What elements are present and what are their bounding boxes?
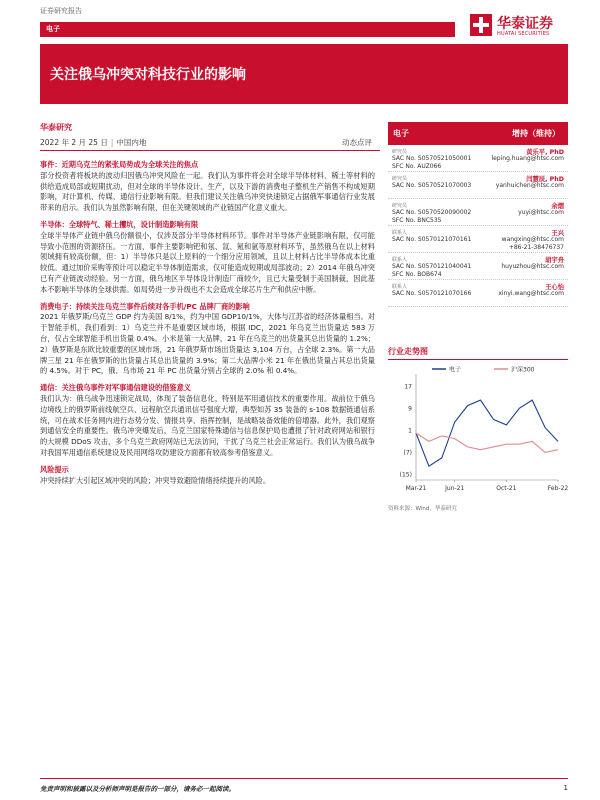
analyst-email-link[interactable]: xinyi.wang@htsc.com (498, 290, 564, 297)
analyst-role: 联系人 (392, 284, 408, 290)
chart-divider (388, 359, 568, 360)
analyst-sac-no: SAC No. S0570121070166 (392, 290, 472, 297)
analyst-row (388, 199, 568, 226)
analyst-email-link[interactable]: huyuzhou@htsc.com (501, 263, 564, 270)
section-heading: 通信：关注俄乌事件对军事通信建设的借鉴意义 (40, 383, 191, 393)
meta-separator: | (110, 138, 114, 147)
report-meta (40, 137, 380, 148)
analyst-row (388, 280, 568, 307)
logo-mark-icon (470, 14, 492, 36)
section-semiconductor (40, 220, 375, 296)
analyst-sac-no: SAC No. S0570521070003 (392, 182, 472, 189)
section-heading: 风险提示 (40, 464, 69, 474)
doc-type-label: 证券研究报告 (40, 7, 82, 15)
section-heading: 消费电子：持续关注乌克兰事件后续对各手机/PC 品牌厂商的影响 (40, 301, 250, 311)
section-communications (40, 383, 375, 459)
analyst-name: 黄乐平, PhD (526, 149, 564, 156)
analyst-row (388, 226, 568, 253)
x-tick-label: Oct-21 (496, 485, 517, 492)
report-region: 中国内地 (116, 138, 147, 147)
org-name: 华泰研究 (40, 123, 72, 132)
section-body: 冲突持续扩大引起区域冲突的风险；冲突导致避险情绪持续提升的风险。 (40, 475, 271, 485)
sidebar (388, 122, 568, 307)
analyst-row (388, 253, 568, 280)
series-line-electronics (416, 400, 558, 466)
analyst-role: 研究员 (392, 149, 408, 155)
analyst-list (388, 145, 568, 307)
y-tick-label: 9 (408, 405, 412, 413)
page-number: 1 (563, 784, 568, 792)
x-tick-label: Feb-22 (547, 485, 568, 492)
legend-label: 沪深300 (511, 366, 535, 374)
analyst-role: 联系人 (392, 257, 408, 263)
sector-tag: 电子 (46, 25, 60, 33)
analyst-role: 联系人 (392, 230, 408, 236)
analyst-sfc-no: SFC No. AUZ066 (392, 163, 442, 170)
footer-divider (40, 778, 568, 779)
analyst-sac-no: SAC No. S0570520090002 (392, 209, 472, 216)
section-heading: 半导体：全球特气、稀土攫坑，设计制造影响有限 (40, 219, 199, 229)
section-body: 部分投资者将板块的波动归因俄乌冲突风险在一起。我们认为事件将会对全球半导体材料、稀土等材料的供给造成局部或短期扰动，但对全球的半导体设计、生产，以及下游的消费电子整机生产销售不构成短期影响，对计算机、传媒、通信行业影响有限。但我们建议关注俄乌冲突快速锁定占据俄军事通信行业发展带来的启示。我们认为虽然影响有限，但在关键领域的产业链国产化意义重大。 (40, 170, 375, 213)
chart-section-title: 行业走势图 (388, 347, 428, 356)
y-tick-label: (15) (399, 471, 412, 479)
huatai-logo (470, 12, 570, 42)
y-tick-label: (7) (403, 449, 412, 457)
y-tick-label: 17 (404, 383, 412, 391)
logo-cn: 华泰证券 (497, 16, 553, 32)
section-heading: 事件：近期乌克兰的紧张局势成为全球关注的焦点 (40, 160, 199, 169)
x-tick-label: Mar-21 (405, 485, 427, 492)
report-title: 关注俄乌冲突对科技行业的影响 (50, 67, 246, 83)
analyst-email-link[interactable]: yuyi@htsc.com (518, 209, 564, 216)
industry-trend-chart (388, 362, 568, 500)
analyst-name: 王兴 (551, 230, 564, 237)
analyst-sac-no: SAC No. S0570121070161 (392, 236, 472, 243)
industry-rating: 增持（维持） (512, 129, 560, 138)
analyst-email-link[interactable]: yanhuichen@htsc.com (495, 182, 564, 189)
analyst-phone: +86-21-38476737 (508, 244, 564, 251)
analyst-sfc-no: SFC No. BOB674 (392, 271, 442, 278)
logo-en: HUATAI SECURITIES (497, 31, 550, 37)
report-type: 动态点评 (342, 138, 372, 147)
report-date: 2022 年 2 月 25 日 (40, 138, 108, 147)
section-consumer-electronics (40, 302, 375, 378)
analyst-name: 闫慧辰, PhD (526, 176, 564, 183)
analyst-name: 余熠 (551, 203, 564, 210)
x-tick-label: Jun-21 (445, 485, 465, 492)
analyst-row (388, 145, 568, 172)
section-body: 全球半导体产业链中俄乌份额很小，仅涉及部分半导体材料环节。事件对半导体产业链影响有限，仅可能导致小范围的资源挤压。一方面，事件主要影响钯和氖、氙、氪和氩等原材料环节，虽然俄乌在以上材料领域拥有较高份额，但：1）半导体只是以上原料的一个细分应用领域，且以上材料占比半导体成本比重较低。通过加价采购等预计可以稳定半导体制造需求，仅可能造成短期或局部波动；2）2014 年俄乌冲突已有产业链波动经验。另一方面，俄乌地区半导体设计制造厂商较少，且已大量受制于美国制裁，因此基本不影响半导体的全球供需。如局势进一步升级也不太会造成全球芯片生产和供应中断。 (40, 230, 375, 294)
section-body: 我们认为：俄乌战争迅速锁定战局，体现了装备信息化，特别是军用通信技术的重要作用。战前位于俄乌边境线上的俄罗斯前线航空兵、远程航空兵通讯信号强度大增，典型如苏 35 装备的 s-108 数据链通信系统，可在战术任务网内进行态势分发、情报共享、指挥控制，是战略装备效能的倍增器。此外，我们观察到通信安全的重要性。俄乌冲突爆发后，乌克兰国家特殊通信与信息保护局也遭报了针对政府网站和银行的大规模 DDoS 攻击，多个乌克兰政府网站已无法访问，干扰了乌克兰社会正常运行。我们认为俄乌战争对我国军用通信系统建设及民用网络攻防建设方面都有较高参考借鉴意义。 (40, 393, 375, 457)
analyst-row (388, 172, 568, 199)
sector-tag-bar (40, 22, 455, 37)
chart-source: 资料来源：Wind，华泰研究 (388, 506, 457, 512)
main-body (40, 160, 375, 492)
analyst-email-link[interactable]: wangxing@htsc.com (501, 236, 564, 243)
series-line-csi300 (416, 433, 558, 452)
industry-rating-bar (388, 122, 568, 145)
analyst-email-link[interactable]: leping.huang@htsc.com (491, 155, 564, 162)
analyst-name: 胡宇舟 (545, 257, 564, 264)
analyst-sac-no: SAC No. S0570521050001 (392, 155, 472, 162)
section-risk (40, 465, 375, 487)
section-event (40, 160, 375, 214)
analyst-sac-no: SAC No. S0570121040041 (392, 263, 472, 270)
analyst-sfc-no: SFC No. BNC535 (392, 217, 442, 224)
section-body: 2021 年俄罗斯/乌克兰 GDP 约为美国 8/1%，约为中国 GDP10/1%，大体与江苏省的经济体量相当。对于智能手机，我们看到：1）乌克兰并不是重要区域市场，根据 IDC，2021 年乌克兰出货量达 583 万台，仅占全球智能手机出货量 0.4%。小米是第一大品牌，21 年在乌克兰的出货量其总出货量的 1.2%；2）俄罗斯是东欧比较重要的区域市场，21 年俄罗斯市场出货量达 3,104 万台，占全球 2.3%。第一大品牌三星 21 年在俄罗斯的出货量占其总出货量的 3.9%；第二大品牌小米 21 年在俄出货量占其总出货量的 4.5%。对于 PC，俄、乌市场 21 年 PC 出货量分别占全球的 2.0% 和 0.4%。 (40, 312, 375, 376)
analyst-name: 王心怡 (545, 284, 564, 291)
footer-disclaimer: 免责声明和披露以及分析师声明是报告的一部分，请务必一起阅读。 (40, 785, 235, 793)
legend-label: 电子 (449, 366, 462, 374)
y-tick-label: 1 (408, 427, 412, 435)
industry-name: 电子 (393, 129, 409, 138)
analyst-role: 研究员 (392, 203, 408, 209)
analyst-role: 研究员 (392, 176, 408, 182)
title-banner (40, 44, 568, 104)
meta-divider (40, 150, 380, 151)
